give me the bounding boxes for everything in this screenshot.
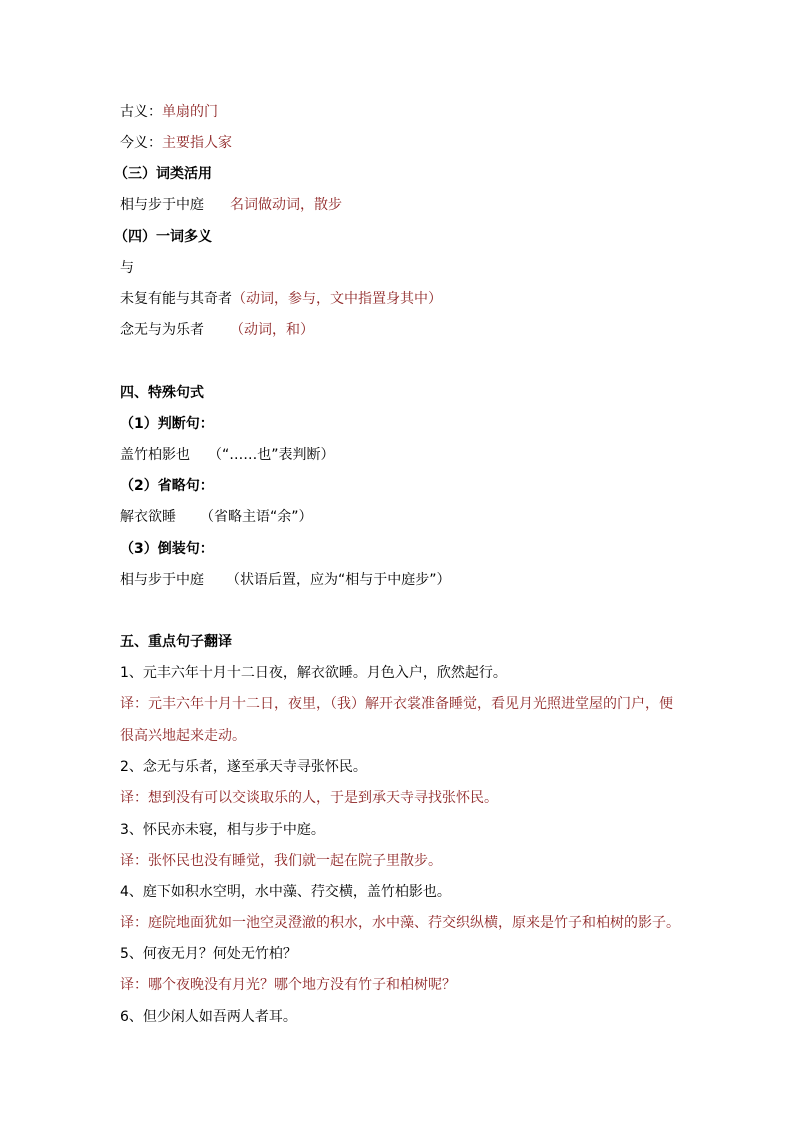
translation-3: 译：张怀民也没有睡觉，我们就一起在院子里散步。 bbox=[120, 853, 442, 869]
ancient-meaning-label: 古义： bbox=[120, 104, 162, 120]
part3-example-line bbox=[120, 195, 342, 215]
modern-meaning-value: 主要指人家 bbox=[162, 135, 232, 151]
sentence-5: 5、何夜无月？何处无竹柏？ bbox=[120, 946, 297, 962]
part4-usage1-sentence: 未复有能与其奇者 bbox=[120, 291, 232, 307]
omission-label: （2）省略句： bbox=[120, 478, 214, 494]
sentence-2: 2、念无与乐者，遂至承天寺寻张怀民。 bbox=[120, 759, 367, 775]
judgment-example: 盖竹柏影也 bbox=[120, 447, 190, 463]
section4-heading: 四、特殊句式 bbox=[120, 385, 204, 401]
judgment-line bbox=[120, 445, 335, 465]
omission-example: 解衣欲睡 bbox=[120, 509, 176, 525]
ancient-meaning-value: 单扇的门 bbox=[162, 104, 218, 120]
part4-usage1-line bbox=[120, 289, 442, 309]
inversion-note: （状语后置，应为“相与于中庭步”） bbox=[226, 572, 451, 588]
translation-2: 译：想到没有可以交谈取乐的人，于是到承天寺寻找张怀民。 bbox=[120, 790, 498, 806]
translation-4: 译：庭院地面犹如一池空灵澄澈的积水，水中藻、荇交织纵横，原来是竹子和柏树的影子。 bbox=[120, 915, 680, 931]
modern-meaning-line bbox=[120, 133, 232, 153]
inversion-label: （3）倒装句： bbox=[120, 541, 214, 557]
part4-usage2-line bbox=[120, 320, 314, 340]
judgment-note: （“……也”表判断） bbox=[208, 447, 335, 463]
part4-usage1-explanation: （动词，参与，文中指置身其中） bbox=[232, 291, 442, 307]
part3-explanation: 名词做动词，散步 bbox=[230, 197, 342, 213]
modern-meaning-label: 今义： bbox=[120, 135, 162, 151]
sentence-1: 1、元丰六年十月十二日夜，解衣欲睡。月色入户，欣然起行。 bbox=[120, 665, 507, 681]
sentence-6: 6、但少闲人如吾两人者耳。 bbox=[120, 1009, 297, 1025]
part4-usage2-explanation: （动词，和） bbox=[230, 322, 314, 338]
inversion-example: 相与步于中庭 bbox=[120, 572, 204, 588]
part4-usage2-sentence: 念无与为乐者 bbox=[120, 322, 204, 338]
part3-example: 相与步于中庭 bbox=[120, 197, 204, 213]
section5-heading: 五、重点句子翻译 bbox=[120, 634, 232, 650]
omission-note: （省略主语“余”） bbox=[200, 509, 313, 525]
inversion-line bbox=[120, 570, 451, 590]
sentence-4: 4、庭下如积水空明，水中藻、荇交横，盖竹柏影也。 bbox=[120, 884, 451, 900]
judgment-label: （1）判断句： bbox=[120, 416, 214, 432]
translation-1-line1: 译：元丰六年十月十二日，夜里，（我）解开衣裳准备睡觉，看见月光照进堂屋的门户，便 bbox=[120, 696, 673, 712]
translation-5: 译：哪个夜晚没有月光？哪个地方没有竹子和柏树呢？ bbox=[120, 977, 456, 993]
part4-heading: （四）一词多义 bbox=[114, 229, 212, 245]
part3-heading: （三）词类活用 bbox=[114, 166, 212, 182]
part4-word: 与 bbox=[120, 260, 134, 276]
sentence-3: 3、怀民亦未寝，相与步于中庭。 bbox=[120, 822, 325, 838]
ancient-meaning-line bbox=[120, 102, 218, 122]
translation-1-line2: 很高兴地起来走动。 bbox=[120, 728, 246, 744]
omission-line bbox=[120, 507, 313, 527]
